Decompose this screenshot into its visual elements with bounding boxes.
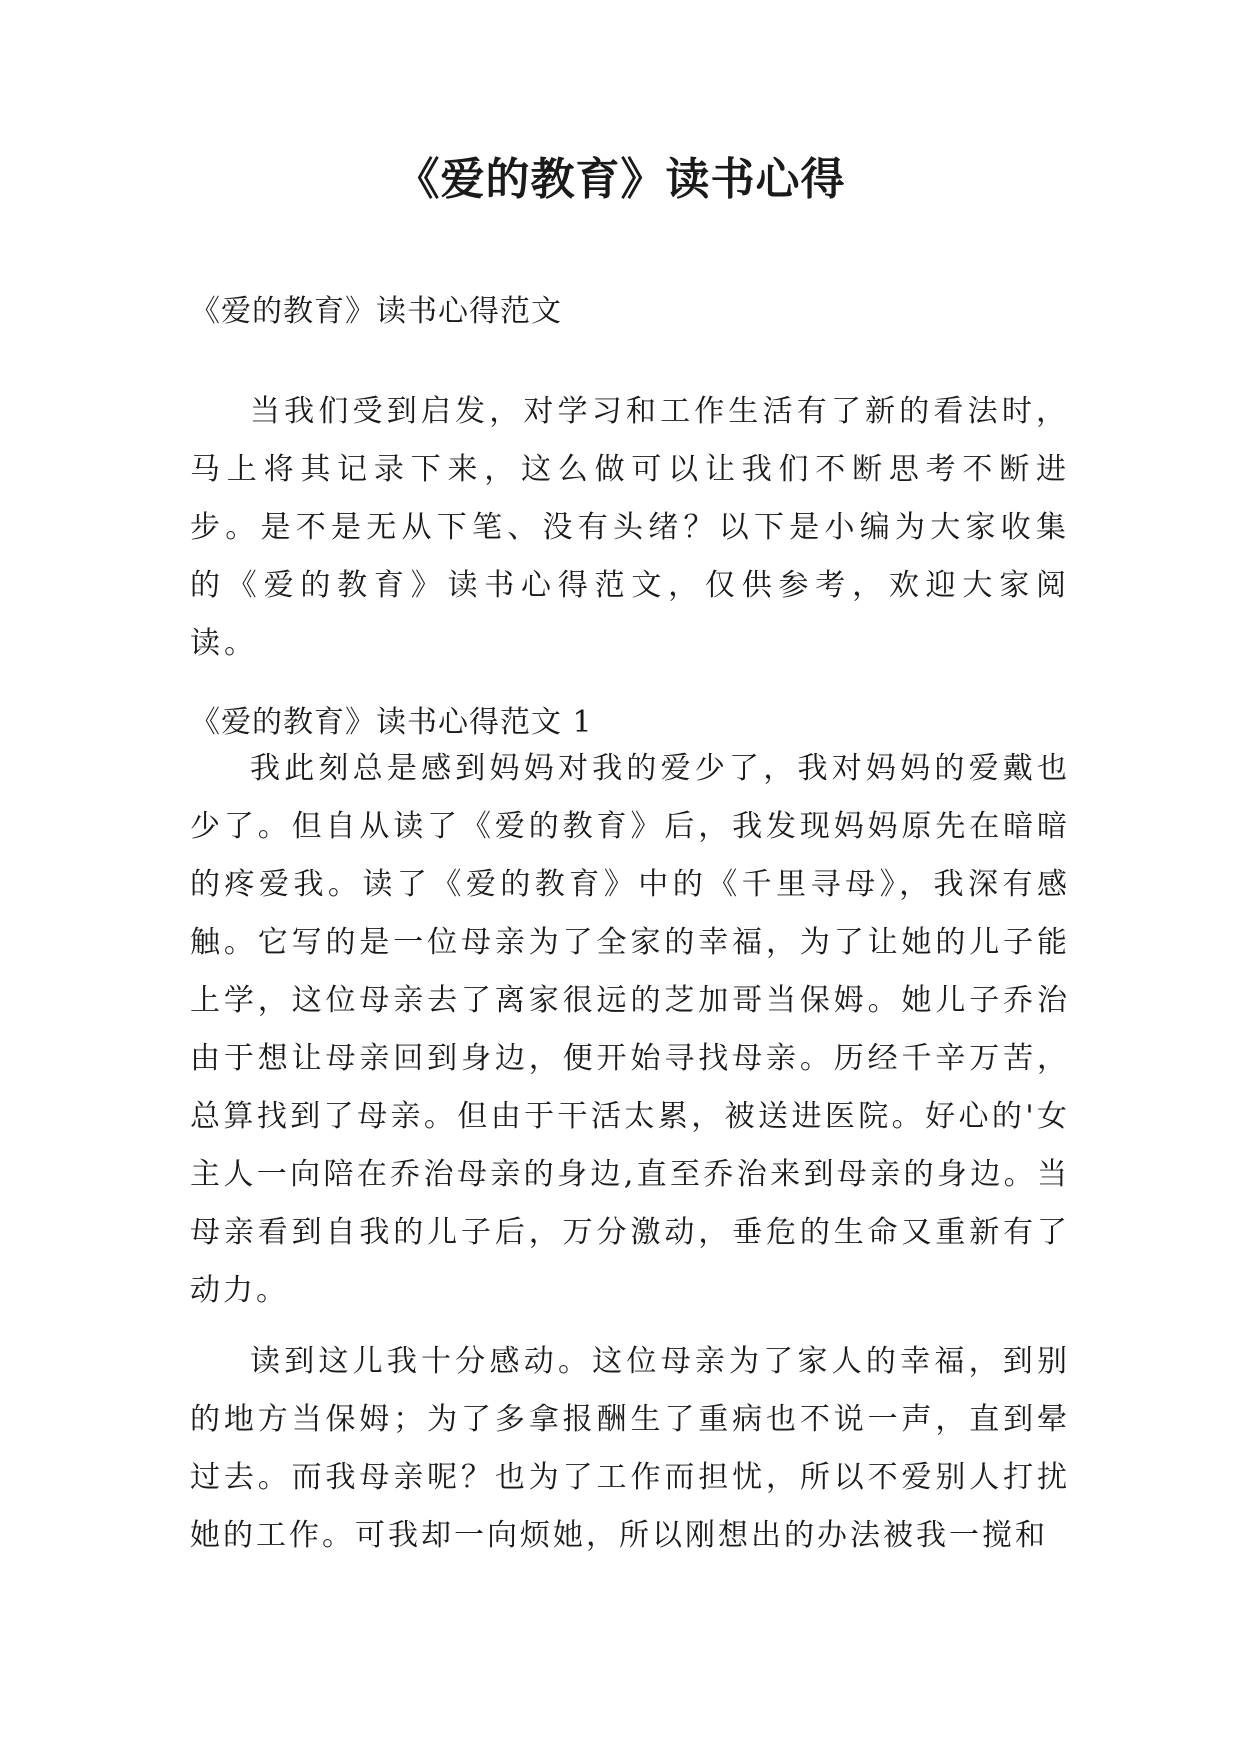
document-title: 《爱的教育》读书心得 <box>395 154 846 205</box>
body-paragraph-2: 读到这儿我十分感动。这位母亲为了家人的幸福，到别的地方当保姆；为了多拿报酬生了重病也不说一声，直到晕过去。而我母亲呢？也为了工作而担忧，所以不爱别人打扰她的工作。可我却一向烦她，所以刚想出的办法被我一搅和 <box>190 1344 1070 1553</box>
intro-paragraph: 当我们受到启发，对学习和工作生活有了新的看法时，马上将其记录下来，这么做可以让我们不断思考不断进步。是不是无从下笔、没有头绪？以下是小编为大家收集的《爱的教育》读书心得范文，仅供参考，欢迎大家阅读。 <box>190 394 1070 661</box>
document-subtitle: 《爱的教育》读书心得范文 <box>190 294 562 329</box>
body-paragraph-1: 我此刻总是感到妈妈对我的爱少了，我对妈妈的爱戴也少了。但自从读了《爱的教育》后，我发现妈妈原先在暗暗的疼爱我。读了《爱的教育》中的《千里寻母》，我深有感触。它写的是一位母亲为了全家的幸福，为了让她的儿子能上学，这位母亲去了离家很远的芝加哥当保姆。她儿子乔治由于想让母亲回到身边，便开始寻找母亲。历经千辛万苦，总算找到了母亲。但由于干活太累，被送进医院。好心的'女主人一向陪在乔治母亲的身边,直至乔治来到母亲的身边。当母亲看到自我的儿子后，万分激动，垂危的生命又重新有了动力。 <box>190 751 1070 1308</box>
section-heading: 《爱的教育》读书心得范文 1 <box>190 705 593 740</box>
